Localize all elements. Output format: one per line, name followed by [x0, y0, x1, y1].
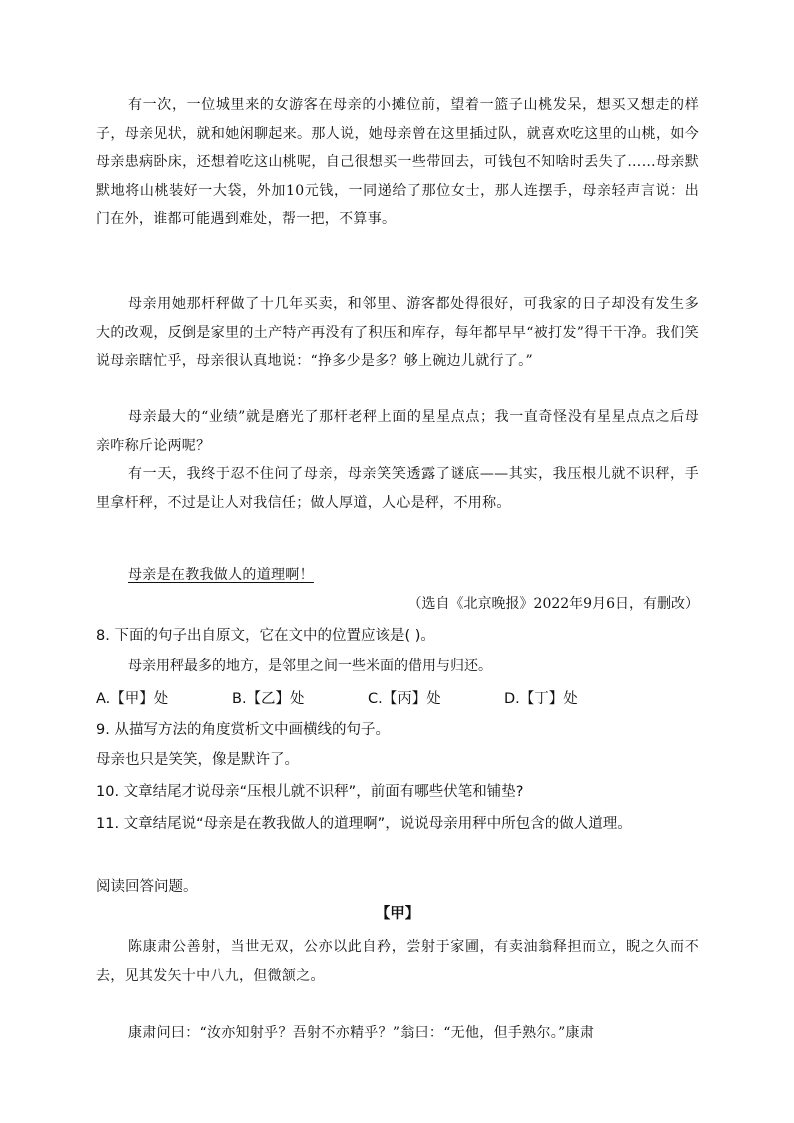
question-9: 9. 从描写方法的角度赏析文中画横线的句子。 — [96, 722, 390, 738]
classical-paragraph-2: 康肃问曰：“汝亦知射乎？吾射不亦精乎？”翁曰：“无他，但手熟尔。”康肃 — [128, 1025, 595, 1041]
option-a: A.【甲】处 — [96, 691, 169, 707]
question-11: 11. 文章结尾说“母亲是在教我做人的道理啊”，说说母亲用秤中所包含的做人道理。 — [96, 816, 632, 832]
option-c: C.【丙】处 — [368, 691, 441, 707]
passage-paragraph-4: 有一天，我终于忍不住问了母亲，母亲笑笑透露了谜底——其实，我压根儿就不识秤，手里拿杆秤，不过是让人对我信任；做人厚道，人心是秤，不用称。 — [96, 466, 699, 511]
question-9-sentence: 母亲也只是笑笑，像是默许了。 — [96, 752, 299, 768]
passage-paragraph-2: 母亲用她那杆秤做了十几年买卖，和邻里、游客都处得很好，可我家的日子却没有发生多大的改观，反倒是家里的土产特产再没有了积压和库存，每年都早早“被打发”得干干净。我们笑说母亲瞎忙乎，母亲很认真地说：“挣多少是多？够上碗边儿就行了。” — [96, 296, 699, 369]
question-8-options — [96, 687, 699, 711]
section-heading-jia: 【甲】 — [375, 906, 420, 922]
passage-paragraph-1: 有一次，一位城里来的女游客在母亲的小摊位前，望着一篮子山桃发呆，想买又想走的样子，母亲见状，就和她闲聊起来。那人说，她母亲曾在这里插过队，就喜欢吃这里的山桃，如今母亲患病卧床，还想着吃这山桃呢，自己很想买一些带回去，可钱包不知啥时丢失了……母亲默默地将山桃装好一大袋，外加10元钱，一同递给了那位女士，那人连摆手，母亲轻声言说：出门在外，谁都可能遇到难处，帮一把，不算事。 — [96, 97, 699, 227]
question-8-sentence: 母亲用秤最多的地方，是邻里之间一些米面的借用与归还。 — [128, 658, 492, 674]
passage-source: （选自《北京晚报》2022年9月6日，有删改） — [407, 596, 699, 612]
passage-paragraph-3: 母亲最大的“业绩”就是磨光了那杆老秤上面的星星点点；我一直奇怪没有星星点点之后母亲咋称斤论两呢？ — [96, 409, 699, 454]
question-10: 10. 文章结尾才说母亲“压根儿就不识秤”，前面有哪些伏笔和铺垫? — [96, 784, 524, 800]
option-b: B.【乙】处 — [232, 691, 305, 707]
reading-prompt: 阅读回答问题。 — [96, 879, 198, 895]
option-d: D.【丁】处 — [504, 691, 578, 707]
classical-paragraph-1: 陈康肃公善射，当世无双，公亦以此自矜，尝射于家圃，有卖油翁释担而立，睨之久而不去，见其发矢十中八九，但微颔之。 — [96, 939, 699, 984]
passage-underlined-sentence: 母亲是在教我做人的道理啊！ — [128, 567, 314, 583]
question-8: 8. 下面的句子出自原文，它在文中的位置应该是( )。 — [96, 628, 435, 644]
